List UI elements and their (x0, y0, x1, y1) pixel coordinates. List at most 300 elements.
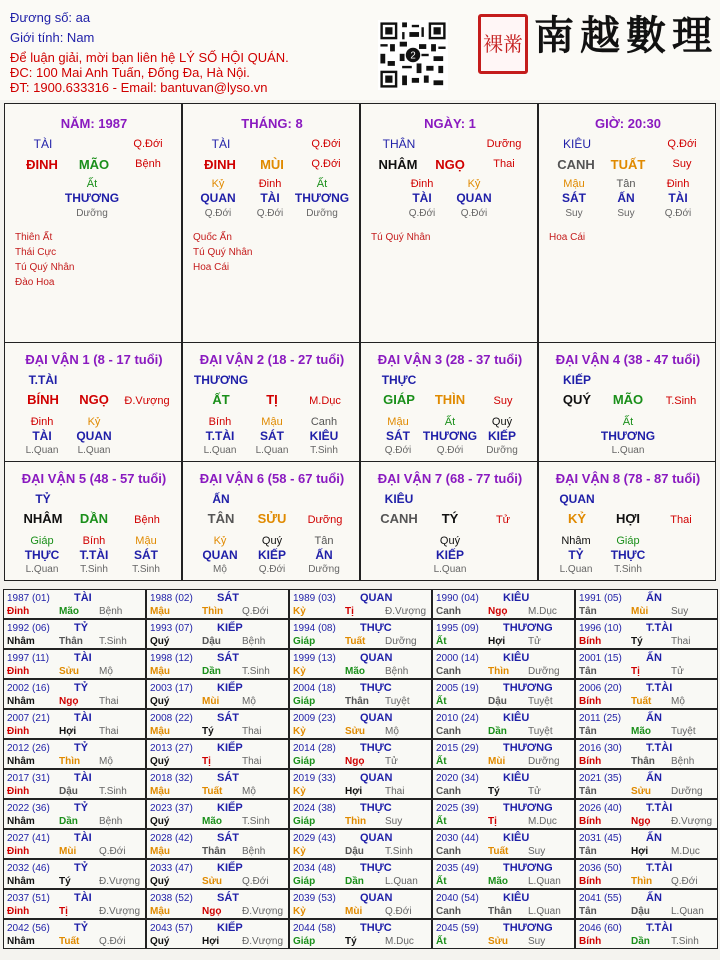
year-state: L.Quan (528, 876, 561, 887)
year-stem: Nhâm (7, 936, 35, 947)
year-cell (289, 829, 432, 859)
year-stem: Nhâm (7, 636, 35, 647)
year-branch: Dậu (202, 636, 221, 647)
year-label: 2022 (36) (7, 803, 50, 814)
dai-van-title: ĐẠI VẬN 6 (58 - 67 tuổi) (199, 471, 345, 486)
year-stem: Giáp (293, 876, 316, 887)
year-branch: Dần (631, 936, 650, 947)
year-god: SÁT (217, 772, 239, 784)
year-stem: Kỷ (293, 906, 306, 917)
hidden-state: L.Quan (25, 564, 59, 575)
year-state: Dưỡng (528, 666, 560, 677)
year-cell (289, 739, 432, 769)
year-stem: Ất (436, 936, 447, 947)
dai-van-4 (538, 342, 716, 462)
pillar-god: THÂN (382, 137, 416, 151)
header (0, 0, 720, 100)
year-label: 2002 (16) (7, 683, 50, 694)
year-state: Đ.Vượng (242, 936, 284, 947)
year-stem: Quý (150, 816, 170, 827)
year-stem: Mậu (150, 666, 170, 677)
pillar-branch: TUẤT (610, 157, 646, 172)
year-state: Mộ (242, 696, 256, 707)
year-god: ẤN (646, 652, 662, 664)
dai-van-god: KIÊU (384, 492, 414, 506)
year-god: TỶ (74, 742, 89, 754)
year-stem: Canh (436, 906, 461, 917)
hidden-state: Q.Đới (384, 445, 412, 456)
year-cell (146, 739, 289, 769)
year-state: Q.Đới (242, 606, 269, 617)
hidden-stem: Bính (208, 416, 232, 428)
year-branch: Ngọ (59, 696, 79, 707)
hidden-stem: Mậu (563, 178, 585, 190)
year-state: L.Quan (671, 906, 704, 917)
year-label: 2014 (28) (293, 743, 336, 754)
year-stem: Mậu (150, 906, 170, 917)
hidden-state: Suy (565, 208, 583, 219)
year-state: Đ.Vượng (99, 906, 141, 917)
dai-van-god: KIẾP (562, 373, 591, 387)
year-state: Bệnh (385, 666, 409, 677)
year-branch: Mão (202, 816, 222, 827)
year-label: 2004 (18) (293, 683, 336, 694)
year-state: Đ.Vượng (671, 816, 713, 827)
year-god: THƯƠNG (503, 802, 553, 814)
hidden-state: Dưỡng (306, 208, 338, 219)
year-god: TỶ (74, 922, 89, 934)
year-god: QUAN (360, 652, 393, 664)
year-god: SÁT (217, 892, 239, 904)
hidden-god: ẤN (617, 191, 635, 205)
year-stem: Đinh (7, 666, 30, 677)
year-cell (146, 829, 289, 859)
hidden-state: L.Quan (611, 445, 645, 456)
year-branch: Tị (59, 906, 68, 917)
year-branch: Mùi (59, 846, 77, 857)
year-branch: Tị (345, 606, 354, 617)
year-stem: Kỷ (293, 786, 306, 797)
year-label: 2008 (22) (150, 713, 193, 724)
pillar-god: KIÊU (562, 137, 591, 151)
year-cell (432, 649, 575, 679)
year-cell (289, 619, 432, 649)
year-cell (432, 739, 575, 769)
hidden-stem: Quý (439, 535, 461, 547)
year-label: 2039 (53) (293, 893, 336, 904)
year-state: Tuyệt (528, 726, 553, 737)
year-cell (3, 919, 146, 949)
year-god: ẤN (646, 892, 662, 904)
year-stem: Kỷ (293, 606, 306, 617)
year-branch: Ngọ (345, 756, 365, 767)
hidden-stem: Đinh (666, 178, 690, 190)
year-cell (432, 709, 575, 739)
year-cell (289, 769, 432, 799)
year-stem: Ất (436, 636, 447, 647)
year-label: 2038 (52) (150, 893, 193, 904)
year-state: Tử (528, 636, 541, 647)
year-label: 2032 (46) (7, 863, 50, 874)
year-branch: Tý (631, 636, 643, 647)
year-state: Mộ (671, 696, 685, 707)
year-label: 2027 (41) (7, 833, 50, 844)
year-label: 1994 (08) (293, 623, 336, 634)
year-stem: Ất (436, 816, 447, 827)
phone-email-line[interactable]: ĐT: 1900.633316 - Email: bantuvan@lyso.vn (10, 80, 268, 95)
hidden-god: T.TÀI (205, 429, 235, 443)
year-branch: Tý (488, 786, 500, 797)
year-stem: Tân (579, 906, 597, 917)
hidden-god: TÀI (260, 191, 280, 205)
year-stem: Canh (436, 786, 461, 797)
year-god: KIÊU (503, 652, 530, 664)
year-cell (289, 709, 432, 739)
year-cell (3, 829, 146, 859)
year-label: 2020 (34) (436, 773, 479, 784)
year-god: KIẾP (217, 742, 243, 754)
pillar-god-right: Q.Đới (133, 138, 163, 150)
year-branch: Tuất (488, 846, 509, 857)
year-god: TÀI (74, 832, 92, 844)
year-cell (432, 619, 575, 649)
year-god: TÀI (74, 772, 92, 784)
hidden-god: KIẾP (257, 548, 286, 562)
year-stem: Tân (579, 666, 597, 677)
year-stem: Quý (150, 696, 170, 707)
hidden-state: Q.Đới (204, 208, 232, 219)
pillar-god-right: Q.Đới (311, 138, 341, 150)
hidden-god: SÁT (134, 548, 158, 562)
year-branch: Tý (345, 936, 357, 947)
hidden-stem: Quý (261, 535, 283, 547)
dai-van-branch: NGỌ (79, 392, 109, 407)
year-branch: Tuất (202, 786, 223, 797)
year-label: 2000 (14) (436, 653, 479, 664)
qr-code-icon[interactable] (378, 20, 448, 90)
year-cell (432, 769, 575, 799)
year-god: ẤN (646, 592, 662, 604)
year-god: THỰC (360, 682, 392, 694)
year-state: M.Dục (528, 606, 557, 617)
year-cell (3, 769, 146, 799)
year-label: 2028 (42) (150, 833, 193, 844)
year-stem: Canh (436, 666, 461, 677)
hidden-god: T.TÀI (79, 548, 109, 562)
year-god: T.TÀI (646, 922, 673, 934)
hidden-state: L.Quan (255, 445, 289, 456)
hidden-god: SÁT (260, 429, 284, 443)
dai-van-state: T.Sinh (665, 395, 697, 407)
pillar-god-right: Dưỡng (486, 138, 522, 150)
hidden-stem: Ất (622, 416, 634, 428)
year-stem: Tân (579, 846, 597, 857)
year-stem: Bính (579, 696, 602, 707)
year-state: T.Sinh (671, 936, 699, 947)
year-label: 1998 (12) (150, 653, 193, 664)
year-cell (575, 769, 718, 799)
year-stem: Đinh (7, 606, 30, 617)
hidden-god: THỰC (610, 548, 646, 562)
year-state: Dưỡng (385, 636, 417, 647)
year-stem: Kỷ (293, 726, 306, 737)
year-cell (3, 859, 146, 889)
star-item: Tú Quý Nhân (15, 262, 75, 273)
year-god: QUAN (360, 592, 393, 604)
year-branch: Mão (59, 606, 79, 617)
year-branch: Hợi (345, 786, 363, 797)
hidden-god: QUAN (456, 191, 492, 205)
hidden-state: Q.Đới (436, 445, 464, 456)
year-branch: Mão (631, 726, 651, 737)
year-branch: Sửu (488, 936, 509, 947)
year-god: QUAN (360, 712, 393, 724)
hidden-state: Q.Đới (664, 208, 692, 219)
dai-van-6 (182, 461, 360, 581)
year-branch: Tuất (59, 936, 80, 947)
year-god: T.TÀI (646, 802, 673, 814)
year-label: 1992 (06) (7, 623, 50, 634)
year-cell (289, 589, 432, 619)
dai-van-state: Tử (495, 514, 511, 526)
pillar-stars (15, 230, 74, 290)
year-state: T.Sinh (385, 846, 413, 857)
dai-van-god: THƯƠNG (193, 373, 249, 387)
year-state: Suy (385, 816, 403, 827)
year-branch: Ngọ (631, 816, 651, 827)
year-branch: Tị (631, 666, 640, 677)
dai-van-state: Thai (670, 514, 692, 526)
year-label: 2031 (45) (579, 833, 622, 844)
year-god: THƯƠNG (503, 742, 553, 754)
dai-van-stem: ẤT (212, 392, 230, 407)
year-state: Dưỡng (671, 786, 703, 797)
year-stem: Quý (150, 936, 170, 947)
year-label: 2021 (35) (579, 773, 622, 784)
year-stem: Bính (579, 636, 602, 647)
year-branch: Mùi (631, 606, 649, 617)
hidden-state: T.Sinh (310, 445, 338, 456)
year-stem: Giáp (293, 816, 316, 827)
year-god: KIẾP (217, 922, 243, 934)
dai-van-branch: SỬU (257, 511, 287, 526)
hidden-state: L.Quan (433, 564, 467, 575)
hidden-god: SÁT (386, 429, 410, 443)
year-state: Suy (671, 606, 689, 617)
year-god: T.TÀI (646, 622, 673, 634)
dai-van-god: QUAN (559, 492, 595, 506)
year-stem: Tân (579, 606, 597, 617)
year-state: M.Dục (528, 816, 557, 827)
year-label: 2040 (54) (436, 893, 479, 904)
year-branch: Tị (202, 756, 211, 767)
year-cell (3, 739, 146, 769)
year-stem: Mậu (150, 846, 170, 857)
year-state: Tuyệt (671, 726, 696, 737)
dai-van-god: TỶ (35, 492, 51, 506)
year-branch: Tuất (345, 636, 366, 647)
dai-van-title: ĐẠI VẬN 1 (8 - 17 tuổi) (25, 352, 163, 367)
year-god: QUAN (360, 772, 393, 784)
year-state: Bệnh (242, 636, 266, 647)
year-branch: Sửu (631, 786, 652, 797)
year-cell (575, 589, 718, 619)
hidden-god: THỰC (24, 548, 60, 562)
dai-van-1 (4, 342, 182, 462)
year-branch: Hợi (59, 726, 77, 737)
year-cell (146, 589, 289, 619)
year-cell (146, 859, 289, 889)
hidden-state: L.Quan (25, 445, 59, 456)
dai-van-5 (4, 461, 182, 581)
hidden-god: SÁT (562, 191, 586, 205)
year-label: 1999 (13) (293, 653, 336, 664)
pillar-god-right: Q.Đới (667, 138, 697, 150)
hidden-stem: Giáp (616, 535, 640, 547)
year-stem: Giáp (293, 636, 316, 647)
year-label: 2030 (44) (436, 833, 479, 844)
address-line: ĐC: 100 Mai Anh Tuấn, Đống Đa, Hà Nội. (10, 65, 250, 80)
pillar-stem: ĐINH (204, 157, 236, 172)
year-label: 2017 (31) (7, 773, 50, 784)
year-state: L.Quan (385, 876, 418, 887)
year-branch: Ngọ (202, 906, 222, 917)
year-branch: Sửu (59, 666, 80, 677)
year-branch: Thìn (59, 756, 81, 767)
dai-van-stem: KỶ (567, 511, 587, 526)
year-cell (3, 889, 146, 919)
year-god: ẤN (646, 712, 662, 724)
year-state: Thai (385, 786, 405, 797)
year-stem: Đinh (7, 846, 30, 857)
year-stem: Kỷ (293, 666, 306, 677)
dai-van-stem: BÍNH (27, 392, 59, 407)
hidden-state: L.Quan (559, 564, 593, 575)
hidden-state: T.Sinh (132, 564, 160, 575)
year-god: KIẾP (217, 622, 243, 634)
year-state: M.Dục (671, 846, 700, 857)
year-cell (3, 619, 146, 649)
year-god: THỰC (360, 622, 392, 634)
hidden-stem: Mậu (387, 416, 409, 428)
hidden-state: Q.Đới (256, 208, 284, 219)
year-label: 2005 (19) (436, 683, 479, 694)
seal-stamp (478, 14, 528, 74)
hidden-god: QUAN (202, 548, 238, 562)
year-state: Thai (242, 726, 262, 737)
star-item: Đào Hoa (15, 277, 55, 288)
year-stem: Giáp (293, 936, 316, 947)
year-label: 2034 (48) (293, 863, 336, 874)
year-label: 1993 (07) (150, 623, 193, 634)
year-stem: Ất (436, 756, 447, 767)
year-branch: Tị (488, 816, 497, 827)
pillar-4 (538, 103, 716, 343)
year-god: SÁT (217, 832, 239, 844)
year-cell (432, 859, 575, 889)
year-cell (3, 649, 146, 679)
pillar-state: Bệnh (135, 158, 161, 170)
year-god: KIÊU (503, 892, 530, 904)
hidden-god: TÀI (412, 191, 432, 205)
year-god: TÀI (74, 652, 92, 664)
pillar-stars (549, 230, 585, 245)
dai-van-title: ĐẠI VẬN 4 (38 - 47 tuổi) (555, 352, 701, 367)
year-branch: Dậu (345, 846, 364, 857)
hidden-god: KIẾP (435, 548, 464, 562)
hidden-state: T.Sinh (614, 564, 642, 575)
year-cell (146, 889, 289, 919)
hidden-state: T.Sinh (80, 564, 108, 575)
year-cell (575, 859, 718, 889)
year-label: 2018 (32) (150, 773, 193, 784)
year-branch: Dần (345, 876, 364, 887)
year-god: TỶ (74, 682, 89, 694)
year-god: TÀI (74, 712, 92, 724)
year-state: Thai (99, 696, 119, 707)
hidden-stem: Kỷ (467, 178, 481, 190)
dai-van-branch: TÝ (441, 511, 459, 526)
pillar-1 (4, 103, 182, 343)
hidden-stem: Mậu (261, 416, 283, 428)
hidden-state: L.Quan (203, 445, 237, 456)
year-label: 1997 (11) (7, 653, 50, 664)
hidden-god: TÀI (32, 429, 52, 443)
year-label: 1995 (09) (436, 623, 479, 634)
year-branch: Thân (345, 696, 369, 707)
year-state: Bệnh (99, 816, 123, 827)
dai-van-title: ĐẠI VẬN 5 (48 - 57 tuổi) (21, 471, 167, 486)
year-stem: Mậu (150, 786, 170, 797)
hidden-stem: Tân (616, 178, 636, 190)
year-label: 2013 (27) (150, 743, 193, 754)
year-god: TÀI (74, 592, 92, 604)
year-branch: Thìn (631, 876, 653, 887)
year-label: 2043 (57) (150, 923, 193, 934)
year-god: ẤN (646, 772, 662, 784)
pillar-3 (360, 103, 538, 343)
year-branch: Thân (202, 846, 226, 857)
year-stem: Giáp (293, 696, 316, 707)
star-item: Tú Quý Nhân (193, 247, 253, 258)
year-branch: Hợi (202, 936, 220, 947)
year-cell (146, 769, 289, 799)
year-label: 2016 (30) (579, 743, 622, 754)
year-cell (289, 679, 432, 709)
pillar-stars (371, 230, 430, 245)
year-cell (575, 649, 718, 679)
year-label: 2042 (56) (7, 923, 50, 934)
year-god: THƯƠNG (503, 622, 553, 634)
chart-code: Đương số: aa (10, 10, 91, 25)
svg-text:2: 2 (410, 50, 416, 62)
pillar-state: Q.Đới (311, 158, 341, 170)
year-stem: Canh (436, 726, 461, 737)
year-label: 2041 (55) (579, 893, 622, 904)
year-branch: Thìn (345, 816, 367, 827)
star-item: Quốc Ấn (193, 232, 232, 243)
dai-van-title: ĐẠI VẬN 7 (68 - 77 tuổi) (377, 471, 523, 486)
year-cell (432, 589, 575, 619)
year-stem: Bính (579, 936, 602, 947)
year-god: KIÊU (503, 712, 530, 724)
hidden-god: ẤN (315, 548, 333, 562)
dai-van-god: ẤN (212, 492, 230, 506)
pillar-stars (193, 230, 252, 275)
hidden-stem: Ất (86, 178, 98, 190)
year-state: Q.Đới (242, 876, 269, 887)
year-branch: Sửu (202, 876, 223, 887)
